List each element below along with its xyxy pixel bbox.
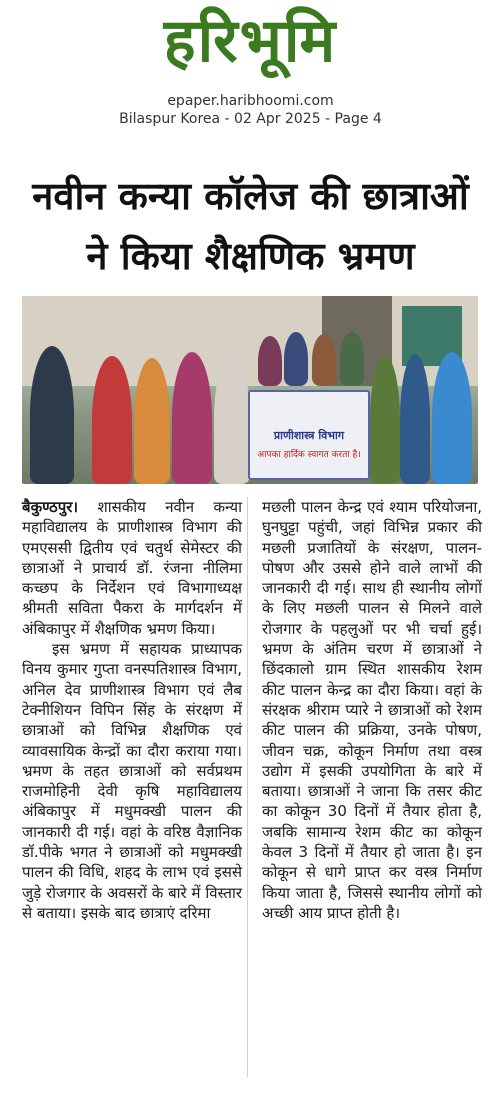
banner-title: प्राणीशास्त्र विभाग xyxy=(273,429,345,442)
banner-subtitle: आपका हार्दिक स्वागत करता है। xyxy=(257,450,361,460)
photo-person xyxy=(214,354,250,484)
welcome-banner xyxy=(248,390,370,480)
photo-person xyxy=(258,336,282,386)
paragraph-text: इस भ्रमण में सहायक प्राध्यापक विनय कुमार गुप्ता वनस्पतिशास्त्र विभाग, अनिल देव प्राणीशास्त्र विभाग एवं लैब टेक्नीशियन विपिन सिंह के संरक्षण में छात्राओं को विभिन्न शैक्षणिक एवं व्यावसायिक केन्द्रों का दौरा कराया गया। भ्रमण के तहत छात्राओं को सर्वप्रथम राजमोहिनी देवी कृषि महाविद्यालय अंबिकापुर में मधुमक्खी पालन की जानकारी दी गई। वहां के वरिष्ठ वैज्ञानिक डॉ.पीके भगत ने छात्राओं को मधुमक्खी पालन की विधि, शहद के लाभ एवं इससे जुड़े रोजगार के अवसरों के बारे में विस्तार से बताया। इसके बाद छात्राएं दरिमा xyxy=(22,640,242,922)
photo-person xyxy=(370,356,400,484)
column-divider xyxy=(247,497,248,1077)
photo-person xyxy=(432,352,472,484)
headline-line-1: नवीन कन्या कॉलेज की छात्राओं xyxy=(32,174,469,218)
photo-person xyxy=(400,354,430,484)
article-paragraph xyxy=(22,639,242,923)
photo-person xyxy=(172,352,212,484)
headline-line-2: ने किया शैक्षणिक भ्रमण xyxy=(86,234,415,278)
photo-person xyxy=(312,334,336,386)
news-photo xyxy=(22,296,478,484)
epaper-url: epaper.haribhoomi.com xyxy=(167,93,334,109)
paragraph-text: शासकीय नवीन कन्या महाविद्यालय के प्राणीशास्त्र विभाग की एमएससी द्वितीय एवं चतुर्थ सेमेस्टर की छात्राओं ने प्राचार्य डॉ. रंजना नीलिमा कच्छप के निर्देशन एवं विभागाध्यक्ष श्रीमती सविता पैकरा के मार्गदर्शन में अंबिकापुर में शैक्षणिक भ्रमण किया। xyxy=(22,498,242,638)
dateline: बैकुण्ठपुर। xyxy=(22,498,79,516)
paragraph-text: मछली पालन केन्द्र एवं श्याम परियोजना, घुनघुट्टा पहुंची, जहां विभिन्न प्रकार की मछली प्रजातियों के संरक्षण, पालन-पोषण और उससे होने वाले लाभों की जानकारी दी गई। साथ ही स्थानीय लोगों के लिए मछली पालन से मिलने वाले रोजगार के पहलुओं पर भी चर्चा हुई। भ्रमण के अंतिम चरण में छात्राओं ने छिंदकालो ग्राम स्थित शासकीय रेशम कीट पालन केन्द्र का दौरा किया। वहां के संरक्षक श्रीराम प्यारे ने छात्राओं को रेशम कीट पालन की प्रक्रिया, उनके पोषण, जीवन चक्र, कोकून निर्माण तथा वस्त्र उद्योग में इसकी उपयोगिता के बारे में बताया। छात्राओं ने जाना कि तसर कीट का कोकून 30 दिनों में तैयार होता है, जबकि सामान्य रेशम कीट का कोकून केवल 3 दिनों में तैयार हो जाता है। इन कोकून से धागे प्राप्त कर वस्त्र निर्माण किया जाता है, जिससे स्थानीय लोगों को अच्छी आय प्राप्त होती है। xyxy=(262,498,482,922)
article-column-left xyxy=(22,497,242,923)
article-paragraph xyxy=(262,497,482,923)
masthead xyxy=(0,6,501,80)
newspaper-logo: हरिभूमि xyxy=(163,6,338,76)
photo-person xyxy=(134,358,170,484)
photo-person xyxy=(92,356,132,484)
edition-info xyxy=(0,92,501,128)
photo-person xyxy=(340,332,364,386)
photo-person xyxy=(284,332,308,386)
article-paragraph xyxy=(22,497,242,639)
headline xyxy=(0,166,501,286)
photo-person xyxy=(30,346,74,484)
edition-line: Bilaspur Korea - 02 Apr 2025 - Page 4 xyxy=(119,111,382,127)
article-column-right xyxy=(262,497,482,923)
